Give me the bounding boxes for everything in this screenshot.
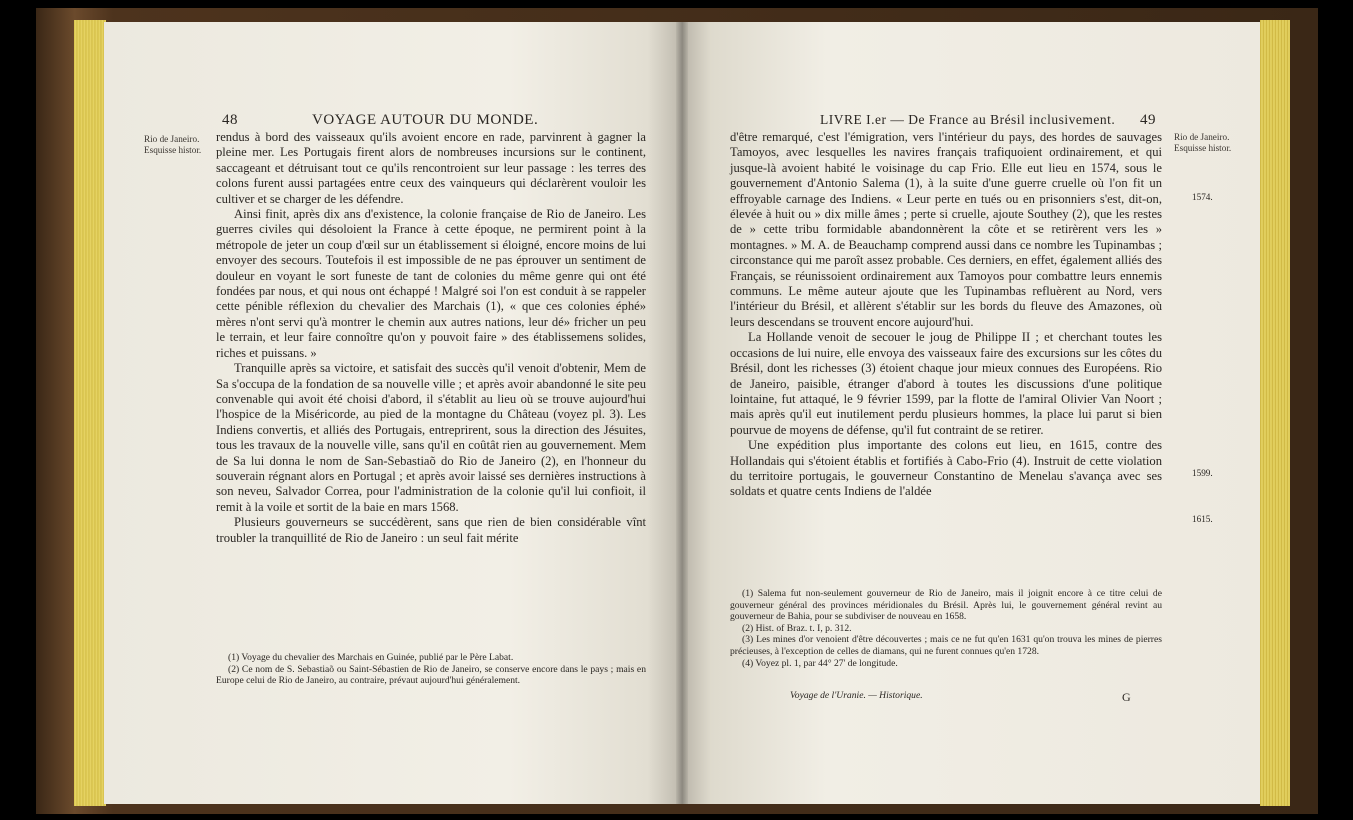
footnote: (2) Hist. of Braz. t. I, p. 312.	[742, 622, 852, 634]
paragraph: Tranquille après sa victoire, et satisfait des succès qu'il venoit d'obtenir, Mem de Sa s'occupa de la fondation de sa nouvelle ville ; et après avoir abandonné le site peu convenable qui avoit été choisi d'abord, il s'établit au lieu où se trouve aujourd'hui l'hospice de la Miséricorde, au pied de la montagne du Château (voyez pl. 3). Les Indiens convertis, et alliés des Portugais, entreprirent, sous la direction des Jésuites, tous les travaux de la nouvelle ville, sans qu'il en coûtât rien au gouvernement. Mem de Sa lui donna le nom de San-Sebastiaõ do Rio de Janeiro (2), en l'honneur du souverain régnant alors en Portugal ; et après avoir laissé ses dernières instructions à son neveu, Salvador Correa, pour l'administration de la colonie qu'il lui confioit, il remit à la voile et sortit de la baie en mars 1568.	[216, 361, 646, 514]
left-margin-note	[144, 134, 214, 155]
page-edges-right	[1260, 20, 1290, 806]
margin-note-line: Esquisse histor.	[144, 144, 202, 155]
left-body-text	[216, 130, 646, 546]
footnote: (3) Les mines d'or venoient d'être découvertes ; mais ce ne fut qu'en 1631 qu'on trouva les mines de pierres précieuses, à l'exception de celles de diamans, qui ne furent connues qu'en 1728.	[730, 634, 1162, 657]
paragraph: Une expédition plus importante des colons eut lieu, en 1615, contre des Hollandais qui s'étoient établis et fortifiés à Cabo-Frio (4). Instruit de cette violation du territoire portugais, le gouverneur Constantino de Menelau s'avança avec ses soldats et quatre cents Indiens de l'aldée	[730, 438, 1162, 499]
paragraph: Ainsi finit, après dix ans d'existence, la colonie française de Rio de Janeiro. Les guerres civiles qui désoloient la France à cette époque, ne permirent point à la métropole de jeter un coup d'œil sur un établissement si éloigné, encore moins de lui envoyer des secours. Toutefois il est impossible de ne pas éprouver un sentiment de douleur en voyant le sort funeste de tant de colonies du même genre qui ont été fondées par nous, et qui nous ont échappé ! Malgré soi l'on est conduit à se rappeler cette pénible réflexion du chevalier des Marchais (1), « que ces colonies éphé» mères n'ont servi qu'à montrer le chemin aux autres nations, leur dé» fricher un peu le terrain, et leur faire connoître qu'on y pouvoit faire » des établissemens solides, riches et puissans. »	[216, 207, 646, 360]
margin-note-line: Rio de Janeiro.	[1174, 132, 1230, 142]
margin-year: 1599.	[1192, 468, 1213, 478]
left-running-title: VOYAGE AUTOUR DU MONDE.	[312, 112, 539, 128]
right-margin-note	[1174, 132, 1244, 153]
signature-letter: G	[1122, 690, 1131, 704]
book-gutter	[676, 22, 688, 804]
right-page	[682, 22, 1260, 804]
margin-year: 1574.	[1192, 192, 1213, 202]
right-page-number: 49	[1140, 112, 1156, 128]
left-page	[104, 22, 682, 804]
margin-year: 1615.	[1192, 514, 1213, 524]
right-running-title: LIVRE I.er — De France au Brésil inclusivement.	[820, 112, 1116, 127]
footnote: (2) Ce nom de S. Sebastiaõ ou Saint-Sébastien de Rio de Janeiro, se conserve encore dans le pays ; mais en Europe celui de Rio de Janeiro, au contraire, prévaut aujourd'hui généralement.	[216, 663, 646, 687]
left-page-number: 48	[222, 112, 238, 128]
page-edges-left	[74, 20, 106, 806]
margin-note-line: Esquisse histor.	[1174, 142, 1232, 153]
footnote: (1) Voyage du chevalier des Marchais en Guinée, publié par le Père Labat.	[228, 652, 514, 663]
book-spread	[36, 8, 1318, 814]
right-body-text	[730, 130, 1162, 500]
paragraph: d'être remarqué, c'est l'émigration, vers l'intérieur du pays, des hordes de sauvages Tamoyos, avec lesquelles les navires français trafiquoient ordinairement, et qui jusque-là avoient habité le voisinage du cap Frio. Elle eut lieu en 1574, sous le gouvernement d'Antonio Salema (1), à la suite d'une guerre cruelle où l'on fit un effroyable carnage des Indiens. « Leur perte en tués ou en prisonniers s'est, dit-on, élevée à huit ou » dix mille âmes ; perte si cruelle, ajoute Southey (2), que les restes de » cette tribu formidable abandonnèrent la côte et se retirèrent vers les » montagnes. » M. A. de Beauchamp comprend aussi dans ce nombre les Tupinambas ; circonstance qui me paroît assez probable. Ces derniers, en effet, également alliés des Français, se réunissoient ordinairement aux Tamoyos pour combattre leurs ennemis communs. Le même auteur ajoute que les Tupinambas refluèrent au Nord, vers l'intérieur du Brésil, et allèrent s'établir sur les bords du fleuve des Amazones, où leurs descendans se trouvent encore aujourd'hui.	[730, 130, 1162, 329]
paragraph: Plusieurs gouverneurs se succédèrent, sans que rien de bien considérable vînt troubler la tranquillité de Rio de Janeiro : un seul fait mérite	[216, 515, 646, 545]
margin-note-line: Rio de Janeiro.	[144, 134, 200, 144]
footnote: (4) Voyez pl. 1, par 44° 27' de longitude.	[742, 657, 898, 669]
right-footnotes	[730, 588, 1162, 669]
footnote: (1) Salema fut non-seulement gouverneur de Rio de Janeiro, mais il joignit encore à ce titre celui de gouverneur général des provinces méridionales du Brésil. Après lui, le gouvernement général revint au gouverneur de Bahia, pour se subdiviser de nouveau en 1658.	[730, 588, 1162, 623]
left-footnotes	[216, 652, 646, 687]
printer-signature: Voyage de l'Uranie. — Historique.	[790, 690, 923, 701]
paragraph: rendus à bord des vaisseaux qu'ils avoient encore en rade, parvinrent à gagner la pleine mer. Les Portugais firent alors de nombreuses incursions sur le continent, saccageant et détruisant tout ce qu'ils rencontroient sur leur passage : les terres des colons furent aussi partagées entre ceux des vainqueurs qui déclarèrent vouloir les cultiver et se charger de les défendre.	[216, 130, 646, 206]
paragraph: La Hollande venoit de secouer le joug de Philippe II ; et cherchant toutes les occasions de lui nuire, elle envoya des vaisseaux faire des excursions sur les côtes du Brésil, dont les richesses (3) étoient chaque jour mieux connues des Européens. Rio de Janeiro, paisible, étranger d'abord à toutes les discussions d'une politique lointaine, fut attaqué, le 9 février 1599, par la flotte de l'amiral Olivier Van Noort ; mais après qu'il eut inutilement perdu plusieurs hommes, la place lui parut si bien pourvue de moyens de défense, qu'il fut contraint de se retirer.	[730, 330, 1162, 437]
